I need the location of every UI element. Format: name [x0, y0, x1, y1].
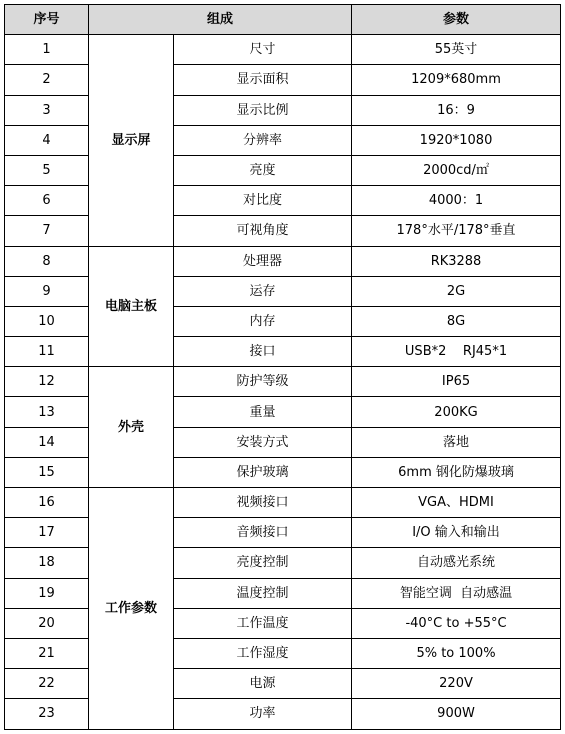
item-name: 电源	[174, 669, 352, 699]
item-value: 200KG	[352, 397, 561, 427]
item-name: 温度控制	[174, 578, 352, 608]
row-index: 3	[5, 95, 89, 125]
group-name: 显示屏	[89, 35, 174, 246]
row-index: 17	[5, 518, 89, 548]
header-row	[5, 5, 561, 35]
row-index: 1	[5, 35, 89, 65]
item-value: 1209*680mm	[352, 65, 561, 95]
item-value: 55英寸	[352, 35, 561, 65]
item-name: 运存	[174, 276, 352, 306]
table-row	[5, 125, 561, 155]
item-name: 可视角度	[174, 216, 352, 246]
table-row	[5, 548, 561, 578]
item-name: 重量	[174, 397, 352, 427]
row-index: 21	[5, 638, 89, 668]
table-row	[5, 638, 561, 668]
table-row	[5, 155, 561, 185]
item-value: 178°水平/178°垂直	[352, 216, 561, 246]
item-value: 落地	[352, 427, 561, 457]
spec-table	[4, 4, 561, 730]
item-value: 8G	[352, 306, 561, 336]
item-name: 分辨率	[174, 125, 352, 155]
header-index: 序号	[5, 5, 89, 35]
item-name: 保护玻璃	[174, 457, 352, 487]
row-index: 8	[5, 246, 89, 276]
item-value: 16：9	[352, 95, 561, 125]
table-row	[5, 276, 561, 306]
item-value: 2G	[352, 276, 561, 306]
item-value: 自动感光系统	[352, 548, 561, 578]
table-row	[5, 65, 561, 95]
table-row	[5, 608, 561, 638]
table-row	[5, 35, 561, 65]
item-name: 尺寸	[174, 35, 352, 65]
table-row	[5, 457, 561, 487]
row-index: 14	[5, 427, 89, 457]
table-row	[5, 518, 561, 548]
item-value: 智能空调 自动感温	[352, 578, 561, 608]
item-name: 接口	[174, 337, 352, 367]
header-params: 参数	[352, 5, 561, 35]
item-value: IP65	[352, 367, 561, 397]
row-index: 19	[5, 578, 89, 608]
item-name: 亮度控制	[174, 548, 352, 578]
item-name: 亮度	[174, 155, 352, 185]
row-index: 5	[5, 155, 89, 185]
header-group: 组成	[89, 5, 352, 35]
row-index: 7	[5, 216, 89, 246]
table-row	[5, 337, 561, 367]
item-name: 内存	[174, 306, 352, 336]
row-index: 16	[5, 488, 89, 518]
table-row	[5, 306, 561, 336]
group-name: 电脑主板	[89, 246, 174, 367]
item-name: 工作湿度	[174, 638, 352, 668]
item-name: 显示面积	[174, 65, 352, 95]
row-index: 6	[5, 186, 89, 216]
item-value: 220V	[352, 669, 561, 699]
row-index: 20	[5, 608, 89, 638]
item-value: 5% to 100%	[352, 638, 561, 668]
item-name: 工作温度	[174, 608, 352, 638]
row-index: 9	[5, 276, 89, 306]
table-row	[5, 95, 561, 125]
item-value: 6mm 钢化防爆玻璃	[352, 457, 561, 487]
item-name: 处理器	[174, 246, 352, 276]
item-value: VGA、HDMI	[352, 488, 561, 518]
item-name: 防护等级	[174, 367, 352, 397]
table-row	[5, 699, 561, 729]
spec-table-body	[5, 35, 561, 729]
table-row	[5, 186, 561, 216]
row-index: 18	[5, 548, 89, 578]
row-index: 10	[5, 306, 89, 336]
item-name: 安装方式	[174, 427, 352, 457]
table-row	[5, 669, 561, 699]
row-index: 2	[5, 65, 89, 95]
item-value: 1920*1080	[352, 125, 561, 155]
group-name: 工作参数	[89, 488, 174, 730]
item-value: 900W	[352, 699, 561, 729]
item-value: 2000cd/㎡	[352, 155, 561, 185]
item-name: 显示比例	[174, 95, 352, 125]
row-index: 22	[5, 669, 89, 699]
group-name: 外壳	[89, 367, 174, 488]
item-value: RK3288	[352, 246, 561, 276]
item-name: 音频接口	[174, 518, 352, 548]
table-row	[5, 397, 561, 427]
table-row	[5, 488, 561, 518]
row-index: 11	[5, 337, 89, 367]
row-index: 12	[5, 367, 89, 397]
table-row	[5, 367, 561, 397]
row-index: 4	[5, 125, 89, 155]
item-value: USB*2 RJ45*1	[352, 337, 561, 367]
table-row	[5, 246, 561, 276]
item-value: 4000：1	[352, 186, 561, 216]
row-index: 13	[5, 397, 89, 427]
table-row	[5, 216, 561, 246]
row-index: 15	[5, 457, 89, 487]
item-name: 功率	[174, 699, 352, 729]
item-value: I/O 输入和输出	[352, 518, 561, 548]
item-name: 对比度	[174, 186, 352, 216]
row-index: 23	[5, 699, 89, 729]
item-value: -40°C to +55°C	[352, 608, 561, 638]
item-name: 视频接口	[174, 488, 352, 518]
table-row	[5, 427, 561, 457]
table-row	[5, 578, 561, 608]
